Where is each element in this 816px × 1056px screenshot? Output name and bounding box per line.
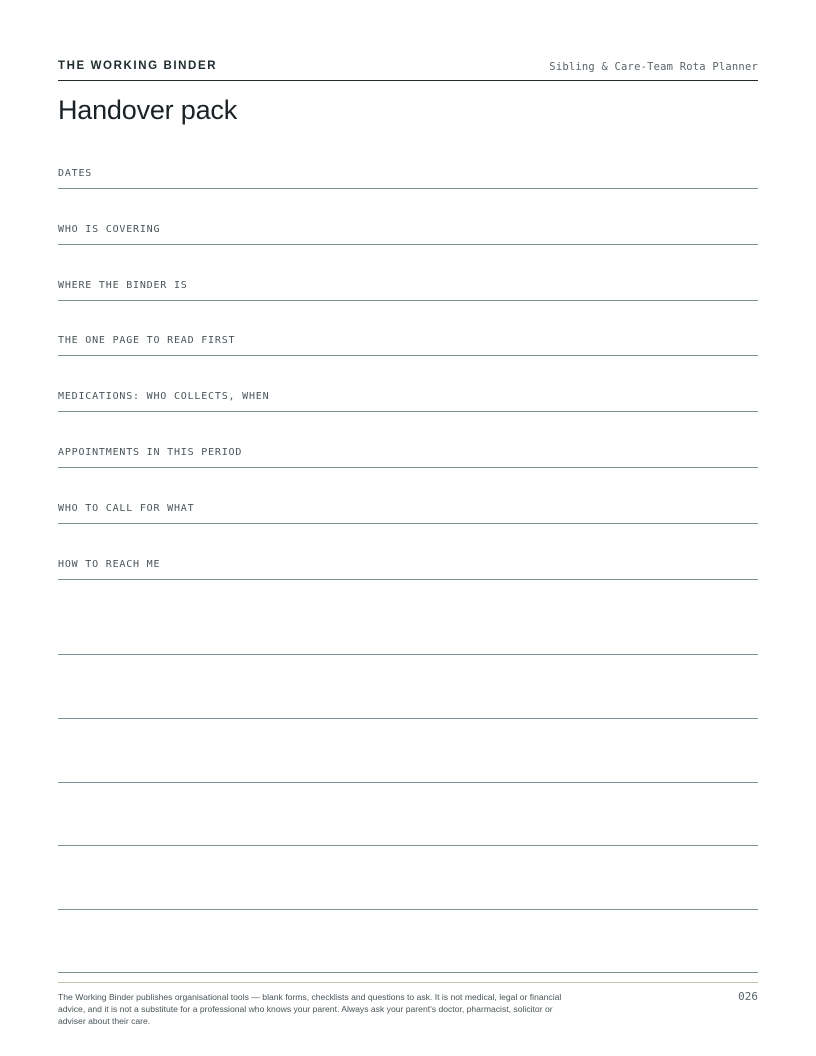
writing-line[interactable] bbox=[58, 782, 758, 783]
footer-disclaimer: The Working Binder publishes organisational tools — blank forms, checklists and questions to ask. It is not medical, legal or financial advice, and it is not a substitute for a professional who knows your parent. Always ask your parent's doctor, pharmacist, solicitor or adviser about their care. bbox=[58, 992, 562, 1026]
field-label: WHO TO CALL FOR WHAT bbox=[58, 503, 195, 514]
footer-divider bbox=[58, 982, 758, 983]
header-divider bbox=[58, 80, 758, 81]
product-name: Sibling & Care-Team Rota Planner bbox=[549, 61, 758, 73]
field-appointments[interactable] bbox=[58, 447, 758, 468]
writing-line[interactable] bbox=[58, 718, 758, 719]
field-medications[interactable] bbox=[58, 391, 758, 412]
writing-line[interactable] bbox=[58, 654, 758, 655]
writing-line[interactable] bbox=[58, 972, 758, 973]
field-label: WHO IS COVERING bbox=[58, 224, 161, 235]
field-label: APPOINTMENTS IN THIS PERIOD bbox=[58, 447, 243, 458]
field-dates[interactable] bbox=[58, 168, 758, 189]
field-label: HOW TO REACH ME bbox=[58, 559, 161, 570]
page-number: 026 bbox=[738, 990, 758, 1003]
field-label: THE ONE PAGE TO READ FIRST bbox=[58, 335, 236, 346]
writing-line[interactable] bbox=[58, 909, 758, 910]
field-label: DATES bbox=[58, 168, 93, 179]
brand-name: THE WORKING BINDER bbox=[58, 60, 218, 72]
field-label: WHERE THE BINDER IS bbox=[58, 280, 188, 291]
field-how-to-reach-me[interactable] bbox=[58, 559, 758, 580]
handover-page bbox=[58, 0, 758, 1056]
writing-line[interactable] bbox=[58, 845, 758, 846]
page-title: Handover pack bbox=[58, 95, 238, 125]
field-label: MEDICATIONS: WHO COLLECTS, WHEN bbox=[58, 391, 270, 402]
field-who-is-covering[interactable] bbox=[58, 224, 758, 245]
field-one-page-first[interactable] bbox=[58, 335, 758, 356]
field-who-to-call[interactable] bbox=[58, 503, 758, 524]
field-where-binder-is[interactable] bbox=[58, 280, 758, 301]
